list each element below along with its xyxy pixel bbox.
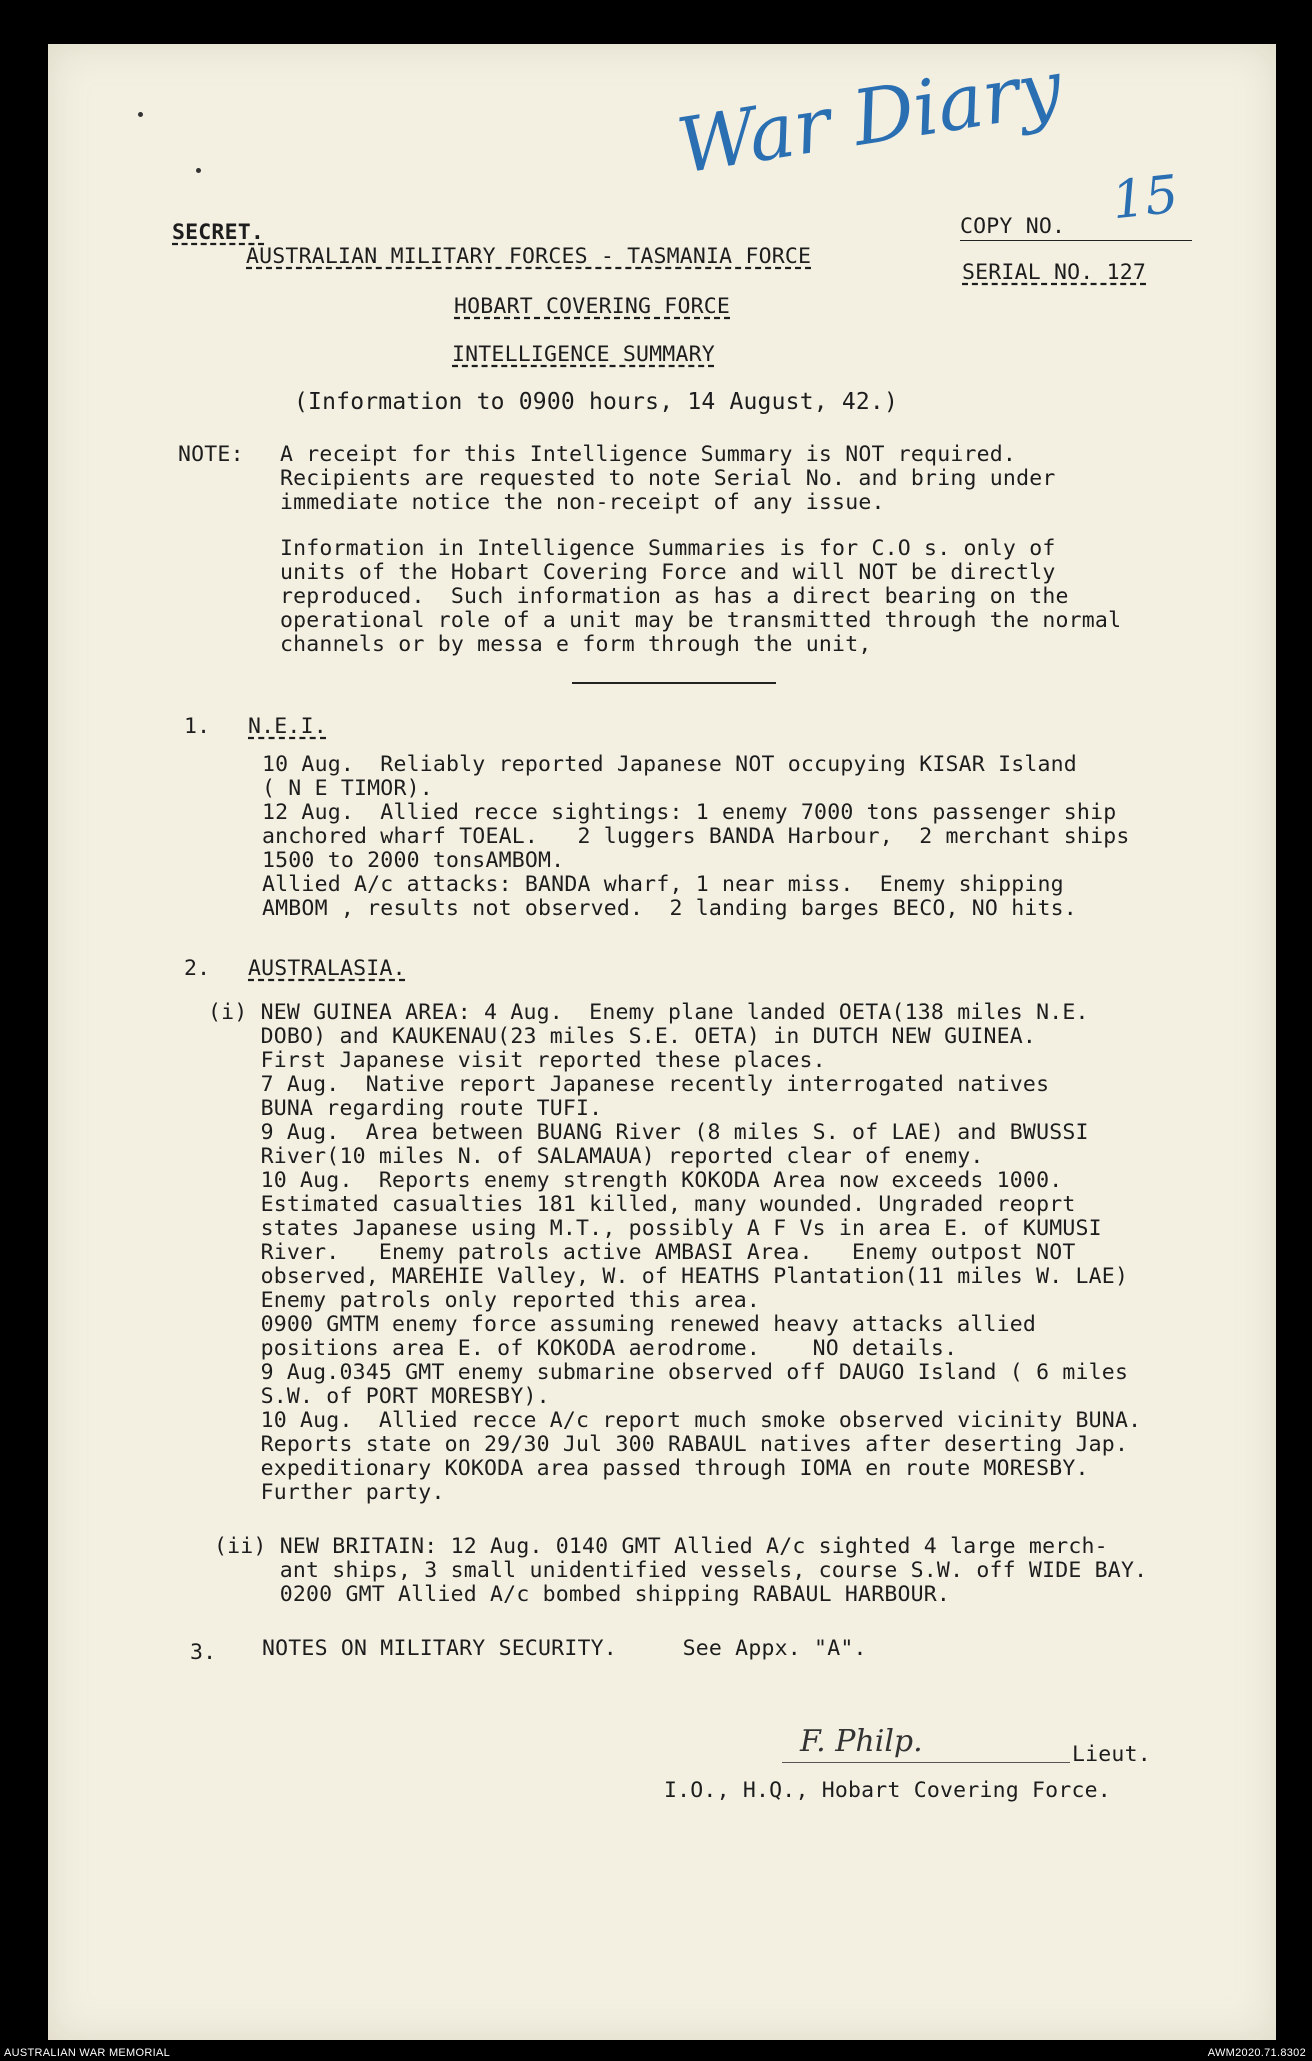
signature-rank: Lieut. bbox=[1072, 1742, 1151, 1767]
signature-line bbox=[782, 1762, 1070, 1763]
copy-number-line bbox=[960, 240, 1192, 241]
text-line: 10 Aug. Reports enemy strength KOKODA Area now exceeds 1000. bbox=[208, 1168, 1063, 1193]
text-line: reproduced. Such information as has a direct bearing on the bbox=[280, 584, 1069, 609]
signature: F. Philp. bbox=[800, 1724, 923, 1759]
text-line: (ii) NEW BRITAIN: 12 Aug. 0140 GMT Allied A/c sighted 4 large merch- bbox=[214, 1534, 1108, 1559]
text-line: positions area E. of KOKODA aerodrome. NO details. bbox=[208, 1336, 958, 1361]
paper-speck bbox=[196, 168, 201, 173]
text-line: ant ships, 3 small unidentified vessels, course S.W. off WIDE BAY. bbox=[214, 1558, 1148, 1583]
copy-number-label: COPY NO. bbox=[960, 214, 1066, 239]
header-line-3: INTELLIGENCE SUMMARY bbox=[452, 342, 715, 367]
text-line: 7 Aug. Native report Japanese recently interrogated natives bbox=[208, 1072, 1050, 1097]
text-line: anchored wharf TOEAL. 2 luggers BANDA Harbour, 2 merchant ships bbox=[262, 824, 1130, 849]
text-line: S.W. of PORT MORESBY). bbox=[208, 1384, 550, 1409]
section-1-title: N.E.I. bbox=[248, 714, 327, 739]
text-line: ( N E TIMOR). bbox=[262, 776, 433, 801]
text-line: River. Enemy patrols active AMBASI Area. Enemy outpost NOT bbox=[208, 1240, 1076, 1265]
text-line: 0200 GMT Allied A/c bombed shipping RABAUL HARBOUR. bbox=[214, 1582, 951, 1607]
text-line: DOBO) and KAUKENAU(23 miles S.E. OETA) in DUTCH NEW GUINEA. bbox=[208, 1024, 1037, 1049]
section-1-number: 1. bbox=[184, 714, 211, 739]
text-line: 12 Aug. Allied recce sightings: 1 enemy 7000 tons passenger ship bbox=[262, 800, 1117, 825]
footer-institution: AUSTRALIAN WAR MEMORIAL bbox=[4, 2047, 171, 2059]
text-line: Further party. bbox=[208, 1480, 445, 1505]
information-period: (Information to 0900 hours, 14 August, 42.) bbox=[294, 389, 899, 415]
text-line: states Japanese using M.T., possibly A F Vs in area E. of KUMUSI bbox=[208, 1216, 1102, 1241]
text-line: Enemy patrols only reported this area. bbox=[208, 1288, 761, 1313]
text-line: expeditionary KOKODA area passed through IOMA en route MORESBY. bbox=[208, 1456, 1089, 1481]
text-line: BUNA regarding route TUFI. bbox=[208, 1096, 603, 1121]
section-2-title: AUSTRALASIA. bbox=[248, 956, 406, 981]
text-line: Information in Intelligence Summaries is for C.O s. only of bbox=[280, 536, 1056, 561]
text-line: 9 Aug.0345 GMT enemy submarine observed off DAUGO Island ( 6 miles bbox=[208, 1360, 1129, 1385]
text-line: First Japanese visit reported these places. bbox=[208, 1048, 826, 1073]
text-line: 9 Aug. Area between BUANG River (8 miles S. of LAE) and BWUSSI bbox=[208, 1120, 1089, 1145]
signature-title: I.O., H.Q., Hobart Covering Force. bbox=[664, 1778, 1111, 1803]
handwritten-copy-number: 15 bbox=[1109, 164, 1182, 232]
text-line: Estimated casualties 181 killed, many wounded. Ungraded reoprt bbox=[208, 1192, 1076, 1217]
text-line: operational role of a unit may be transmitted through the normal bbox=[280, 608, 1122, 633]
footer-accession: AWM2020.71.8302 bbox=[1207, 2047, 1306, 2059]
note-label: NOTE: bbox=[178, 442, 244, 467]
header-line-2: HOBART COVERING FORCE bbox=[454, 294, 731, 319]
text-line: Allied A/c attacks: BANDA wharf, 1 near miss. Enemy shipping bbox=[262, 872, 1064, 897]
header-line-1: AUSTRALIAN MILITARY FORCES - TASMANIA FORCE bbox=[246, 244, 812, 269]
section-3-number: 3. bbox=[190, 1640, 217, 1665]
section-3-text: NOTES ON MILITARY SECURITY. See Appx. "A". bbox=[262, 1636, 867, 1661]
text-line: River(10 miles N. of SALAMAUA) reported clear of enemy. bbox=[208, 1144, 984, 1169]
text-line: Reports state on 29/30 Jul 300 RABAUL natives after deserting Jap. bbox=[208, 1432, 1129, 1457]
paper-speck bbox=[138, 112, 143, 117]
text-line: 1500 to 2000 tonsAMBOM. bbox=[262, 848, 565, 873]
text-line: units of the Hobart Covering Force and will NOT be directly bbox=[280, 560, 1056, 585]
serial-number: SERIAL NO. 127 bbox=[962, 260, 1147, 285]
text-line: 0900 GMTM enemy force assuming renewed heavy attacks allied bbox=[208, 1312, 1037, 1337]
handwritten-war-diary: War Diary bbox=[671, 42, 1068, 191]
text-line: Recipients are requested to note Serial No. and bring under bbox=[280, 466, 1056, 491]
section-divider bbox=[572, 682, 776, 684]
text-line: 10 Aug. Reliably reported Japanese NOT occupying KISAR Island bbox=[262, 752, 1077, 777]
text-line: 10 Aug. Allied recce A/c report much smoke observed vicinity BUNA. bbox=[208, 1408, 1142, 1433]
text-line: A receipt for this Intelligence Summary is NOT required. bbox=[280, 442, 1017, 467]
text-line: (i) NEW GUINEA AREA: 4 Aug. Enemy plane landed OETA(138 miles N.E. bbox=[208, 1000, 1089, 1025]
text-line: immediate notice the non-receipt of any issue. bbox=[280, 490, 885, 515]
text-line: AMBOM , results not observed. 2 landing barges BECO, NO hits. bbox=[262, 896, 1077, 921]
secret-label: SECRET. bbox=[172, 220, 265, 245]
section-2-number: 2. bbox=[184, 956, 211, 981]
text-line: channels or by messa e form through the unit, bbox=[280, 632, 872, 657]
text-line: observed, MAREHIE Valley, W. of HEATHS Plantation(11 miles W. LAE) bbox=[208, 1264, 1129, 1289]
